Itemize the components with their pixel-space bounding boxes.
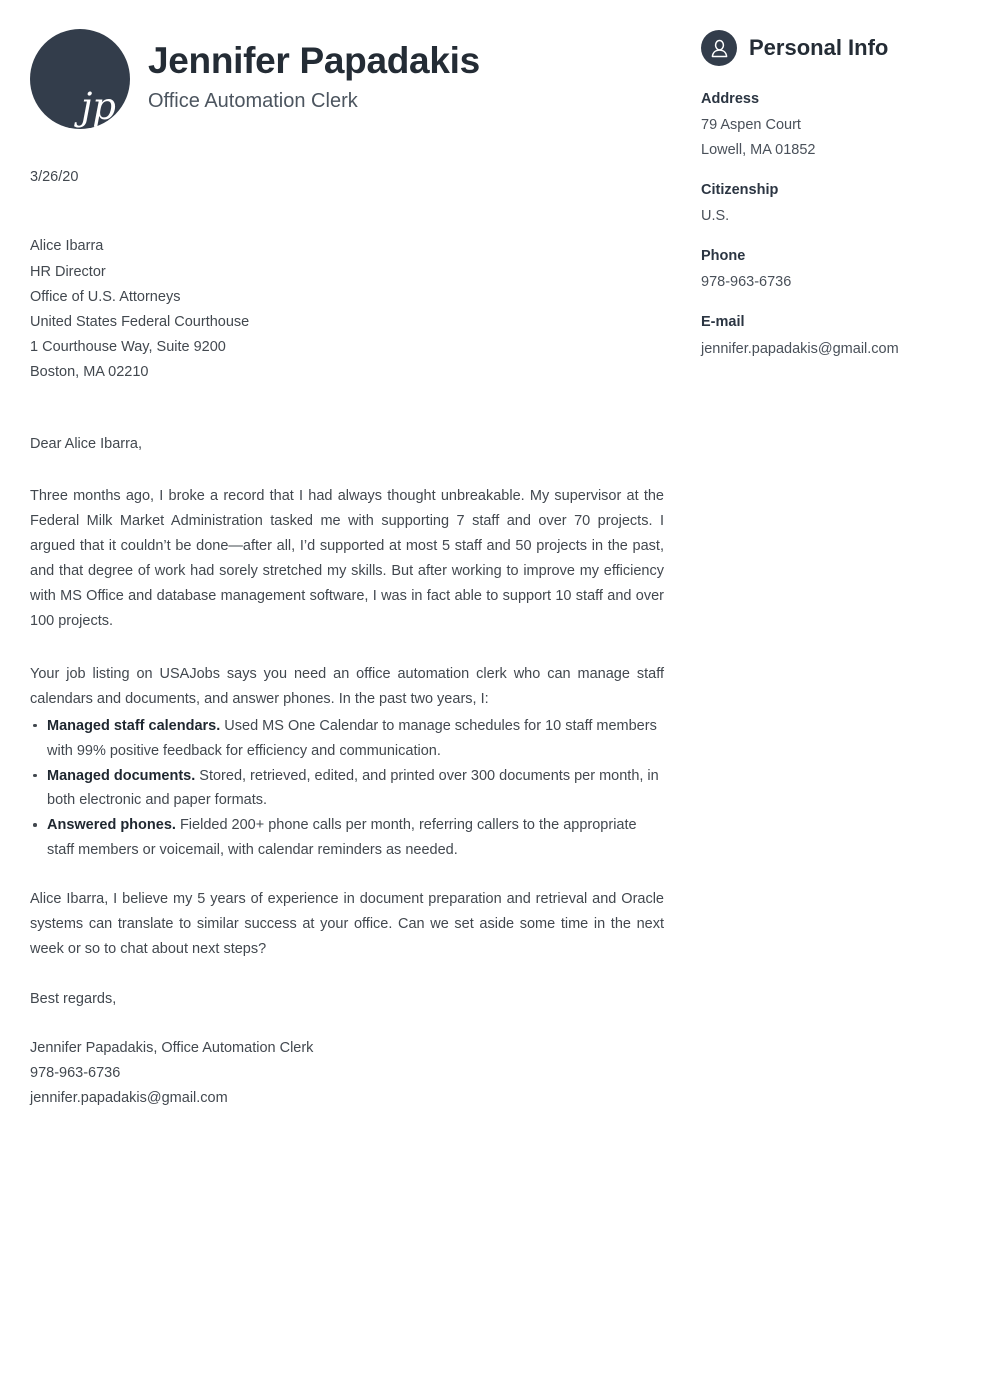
sidebar-group-phone (701, 245, 963, 295)
list-item (30, 714, 664, 764)
signature-phone: 978-963-6736 (30, 1065, 121, 1082)
bullet-lead-in: Managed documents. (47, 767, 196, 784)
letter-main-column (30, 26, 664, 1111)
letter-date: 3/26/20 (30, 169, 79, 185)
recipient-city-state-zip: Boston, MA 02210 (30, 363, 149, 380)
avatar (30, 29, 130, 129)
person-icon (701, 30, 737, 66)
recipient-street: 1 Courthouse Way, Suite 9200 (30, 338, 226, 355)
sidebar-title: Personal Info (749, 35, 889, 60)
closing-line: Best regards, (30, 991, 117, 1008)
sidebar-value: 978-963-6736 (701, 274, 792, 291)
personal-info-sidebar (701, 30, 963, 377)
list-item (30, 813, 664, 863)
bullet-lead-in: Answered phones. (47, 817, 176, 834)
list-item (30, 764, 664, 814)
body-paragraph-2: Your job listing on USAJobs says you need an office automation clerk who can manage staff calendars and documents, and answer phones. In the past two years, I: (30, 665, 664, 707)
sidebar-group-address (701, 88, 963, 163)
sidebar-value: Lowell, MA 01852 (701, 142, 816, 159)
recipient-title: HR Director (30, 263, 106, 280)
recipient-name: Alice Ibarra (30, 238, 104, 255)
sidebar-value: 79 Aspen Court (701, 117, 801, 134)
achievement-bullet-list (30, 714, 664, 864)
signature-name-title: Jennifer Papadakis, Office Automation Clerk (30, 1040, 314, 1057)
recipient-department: Office of U.S. Attorneys (30, 288, 181, 305)
sidebar-group-email (701, 311, 963, 361)
salutation: Dear Alice Ibarra, (30, 435, 143, 452)
bullet-text: Used MS One Calendar to manage schedules for 10 staff members with 99% positive feedback for efficiency and communication. (47, 717, 657, 759)
sidebar-label: E-mail (701, 314, 745, 331)
bullet-text: Stored, retrieved, edited, and printed over 300 documents per month, in both electronic and paper formats. (47, 767, 659, 809)
sidebar-value: U.S. (701, 208, 730, 225)
sidebar-label: Phone (701, 248, 746, 265)
bullet-lead-in: Managed staff calendars. (47, 717, 221, 734)
letter-header (30, 26, 664, 132)
body-paragraph-3: Alice Ibarra, I believe my 5 years of experience in document preparation and retrieval and Oracle systems can translate to similar success at your office. Can we set aside some time in the next week or so to chat about next steps? (30, 891, 664, 958)
recipient-address-block (30, 234, 664, 384)
sidebar-label: Address (701, 91, 760, 107)
sidebar-header (701, 30, 963, 66)
avatar-initials: jp (80, 85, 116, 128)
signature-email: jennifer.papadakis@gmail.com (30, 1090, 228, 1107)
sidebar-value: jennifer.papadakis@gmail.com (701, 340, 899, 357)
sidebar-group-citizenship (701, 179, 963, 229)
candidate-job-title: Office Automation Clerk (148, 90, 358, 113)
header-text-block (148, 40, 480, 118)
bullet-text: Fielded 200+ phone calls per month, referring callers to the appropriate staff members or voicemail, with calendar reminders as needed. (47, 817, 637, 859)
recipient-organization: United States Federal Courthouse (30, 313, 250, 330)
body-paragraph-1: Three months ago, I broke a record that I had always thought unbreakable. My supervisor at the Federal Milk Market Administration tasked me with supporting 7 staff and over 70 projects. I argued that it couldn’t be done—after all, I’d supported at most 5 staff and 50 projects in the past, and that degree of work had sorely stretched my skills. But after working to improve my efficiency with MS Office and database management software, I was in fact able to support 10 staff and over 100 projects. (30, 488, 664, 629)
candidate-name: Jennifer Papadakis (148, 39, 480, 81)
sidebar-label: Citizenship (701, 182, 779, 199)
signature-block (30, 1036, 664, 1111)
